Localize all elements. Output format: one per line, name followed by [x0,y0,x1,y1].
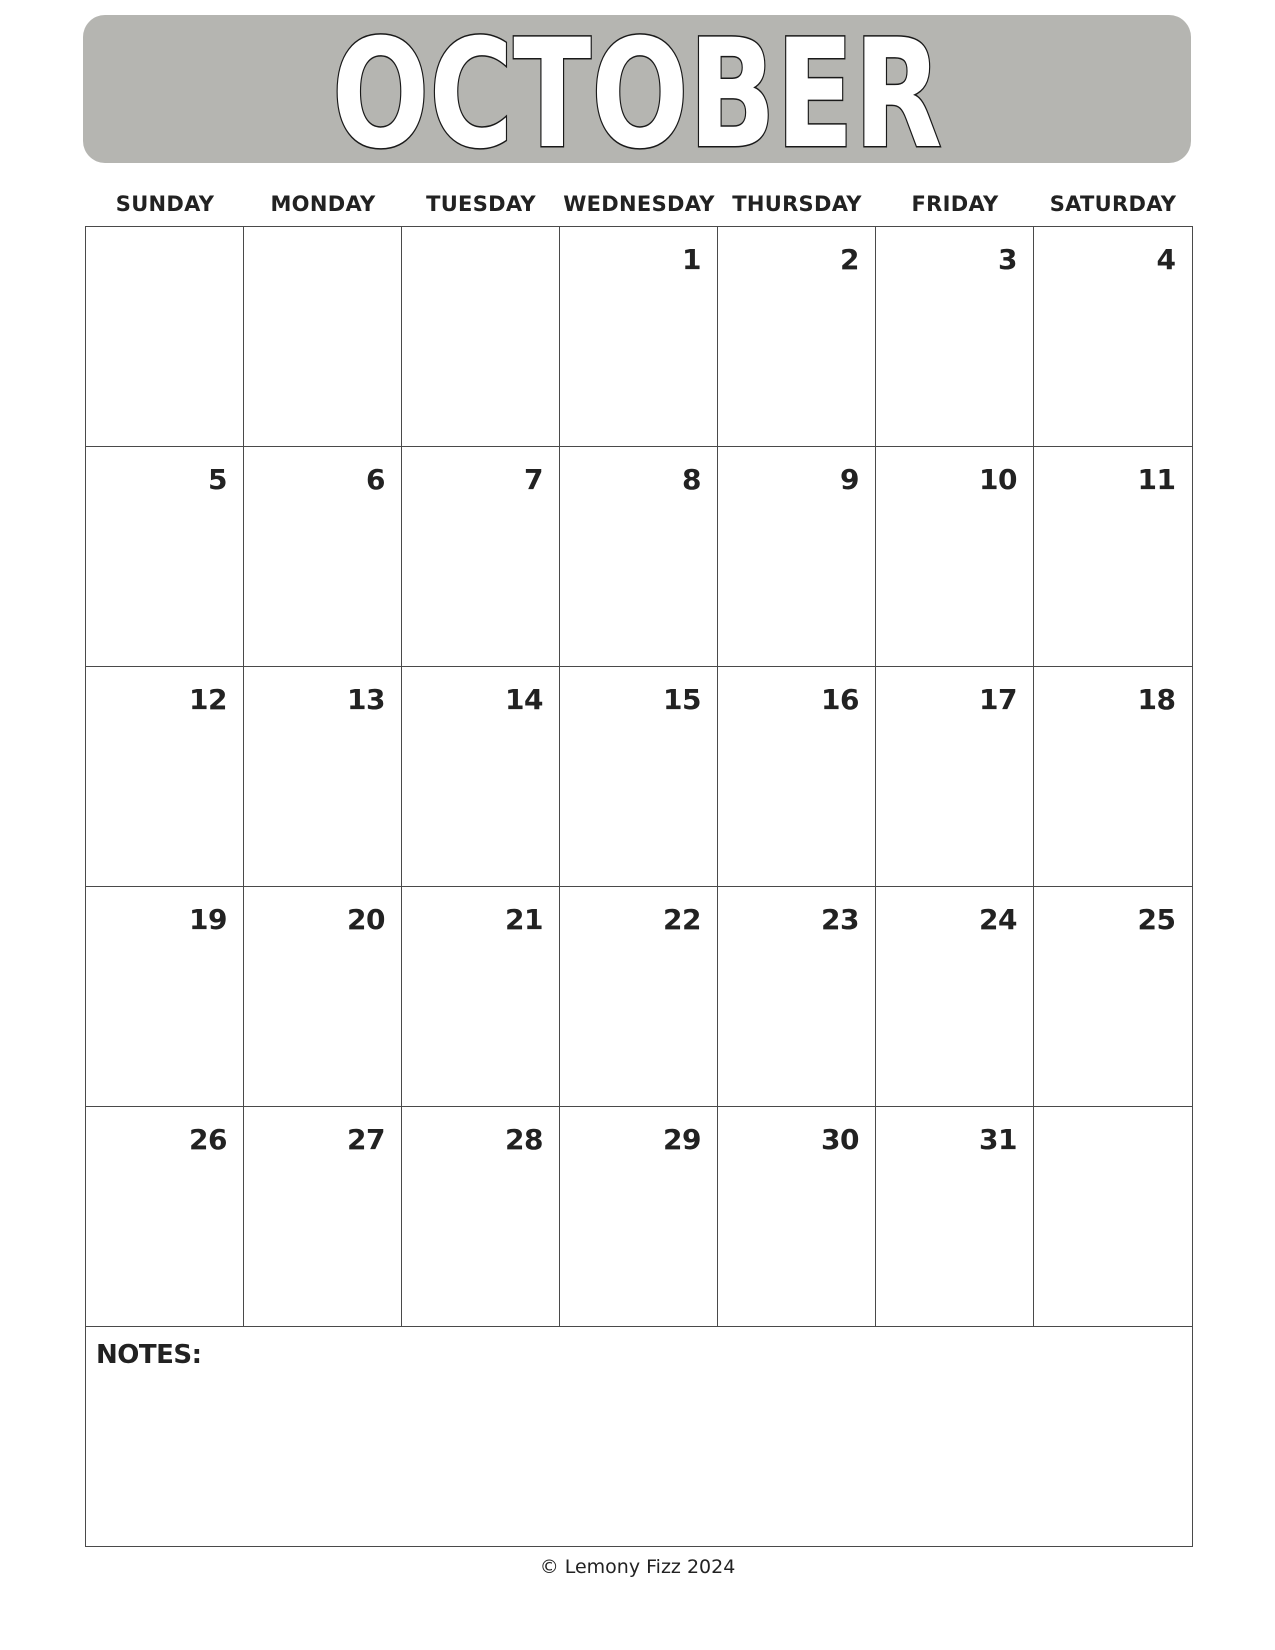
day-cell[interactable] [244,227,402,447]
day-cell[interactable] [402,667,560,887]
week-row [86,1107,1193,1327]
day-number: 14 [505,683,543,716]
day-number: 7 [524,463,543,496]
day-cell[interactable] [1034,887,1193,1107]
day-number: 30 [821,1123,859,1156]
week-row [86,227,1193,447]
calendar-grid [85,226,1193,1327]
weekday-tuesday: TUESDAY [426,192,536,216]
copyright-footer: © Lemony Fizz 2024 [539,1556,736,1578]
weekday-monday: MONDAY [270,192,376,216]
day-number: 11 [1137,463,1176,496]
day-number: 19 [189,903,227,936]
notes-label: NOTES: [96,1340,202,1370]
day-cell[interactable] [876,667,1034,887]
day-cell[interactable] [718,447,876,667]
day-cell[interactable] [718,667,876,887]
day-number: 1 [682,243,701,276]
day-cell[interactable] [86,447,244,667]
day-number: 17 [979,683,1017,716]
day-number: 27 [347,1123,385,1156]
day-cell[interactable] [402,227,560,447]
day-number: 22 [663,903,701,936]
day-cell[interactable] [86,227,244,447]
day-number: 24 [979,903,1017,936]
day-number: 18 [1137,683,1176,716]
day-cell[interactable] [1034,447,1193,667]
day-cell[interactable] [876,1107,1034,1327]
day-cell[interactable] [402,887,560,1107]
month-banner [83,15,1191,163]
day-number: 4 [1156,243,1176,276]
day-cell[interactable] [718,227,876,447]
day-number: 2 [840,243,859,276]
day-cell[interactable] [876,227,1034,447]
weekday-friday: FRIDAY [911,192,999,216]
day-cell[interactable] [402,447,560,667]
notes-box[interactable] [85,1326,1193,1547]
weekday-wednesday: WEDNESDAY [563,192,715,216]
day-cell[interactable] [560,1107,718,1327]
day-cell[interactable] [876,887,1034,1107]
day-number: 15 [663,683,701,716]
day-number: 9 [840,463,859,496]
day-number: 23 [821,903,859,936]
day-cell[interactable] [244,1107,402,1327]
day-cell[interactable] [86,887,244,1107]
day-number: 26 [189,1123,227,1156]
weekday-header-row [86,188,1192,220]
day-number: 31 [979,1123,1017,1156]
weekday-sunday: SUNDAY [115,192,215,216]
day-number: 3 [998,243,1017,276]
day-number: 20 [347,903,385,936]
day-cell[interactable] [1034,667,1193,887]
day-number: 28 [505,1123,543,1156]
day-number: 10 [979,463,1017,496]
week-row [86,667,1193,887]
day-cell[interactable] [560,447,718,667]
day-number: 29 [663,1123,701,1156]
day-cell[interactable] [86,1107,244,1327]
day-cell[interactable] [244,667,402,887]
day-number: 8 [682,463,701,496]
week-row [86,447,1193,667]
day-cell[interactable] [718,887,876,1107]
day-cell[interactable] [86,667,244,887]
day-cell[interactable] [560,667,718,887]
day-number: 25 [1137,903,1176,936]
day-cell[interactable] [718,1107,876,1327]
day-number: 6 [366,463,385,496]
day-number: 21 [505,903,543,936]
day-cell[interactable] [1034,227,1193,447]
day-number: 13 [347,683,385,716]
day-number: 5 [208,463,227,496]
day-cell[interactable] [402,1107,560,1327]
day-cell[interactable] [876,447,1034,667]
weekday-thursday: THURSDAY [732,192,862,216]
day-cell[interactable] [1034,1107,1193,1327]
month-title-svg [83,15,1191,163]
weekday-saturday: SATURDAY [1049,192,1177,216]
day-cell[interactable] [244,447,402,667]
day-cell[interactable] [560,227,718,447]
day-cell[interactable] [560,887,718,1107]
day-cell[interactable] [244,887,402,1107]
day-number: 12 [189,683,227,716]
month-title: OCTOBER [332,15,942,163]
week-row [86,887,1193,1107]
day-number: 16 [821,683,859,716]
